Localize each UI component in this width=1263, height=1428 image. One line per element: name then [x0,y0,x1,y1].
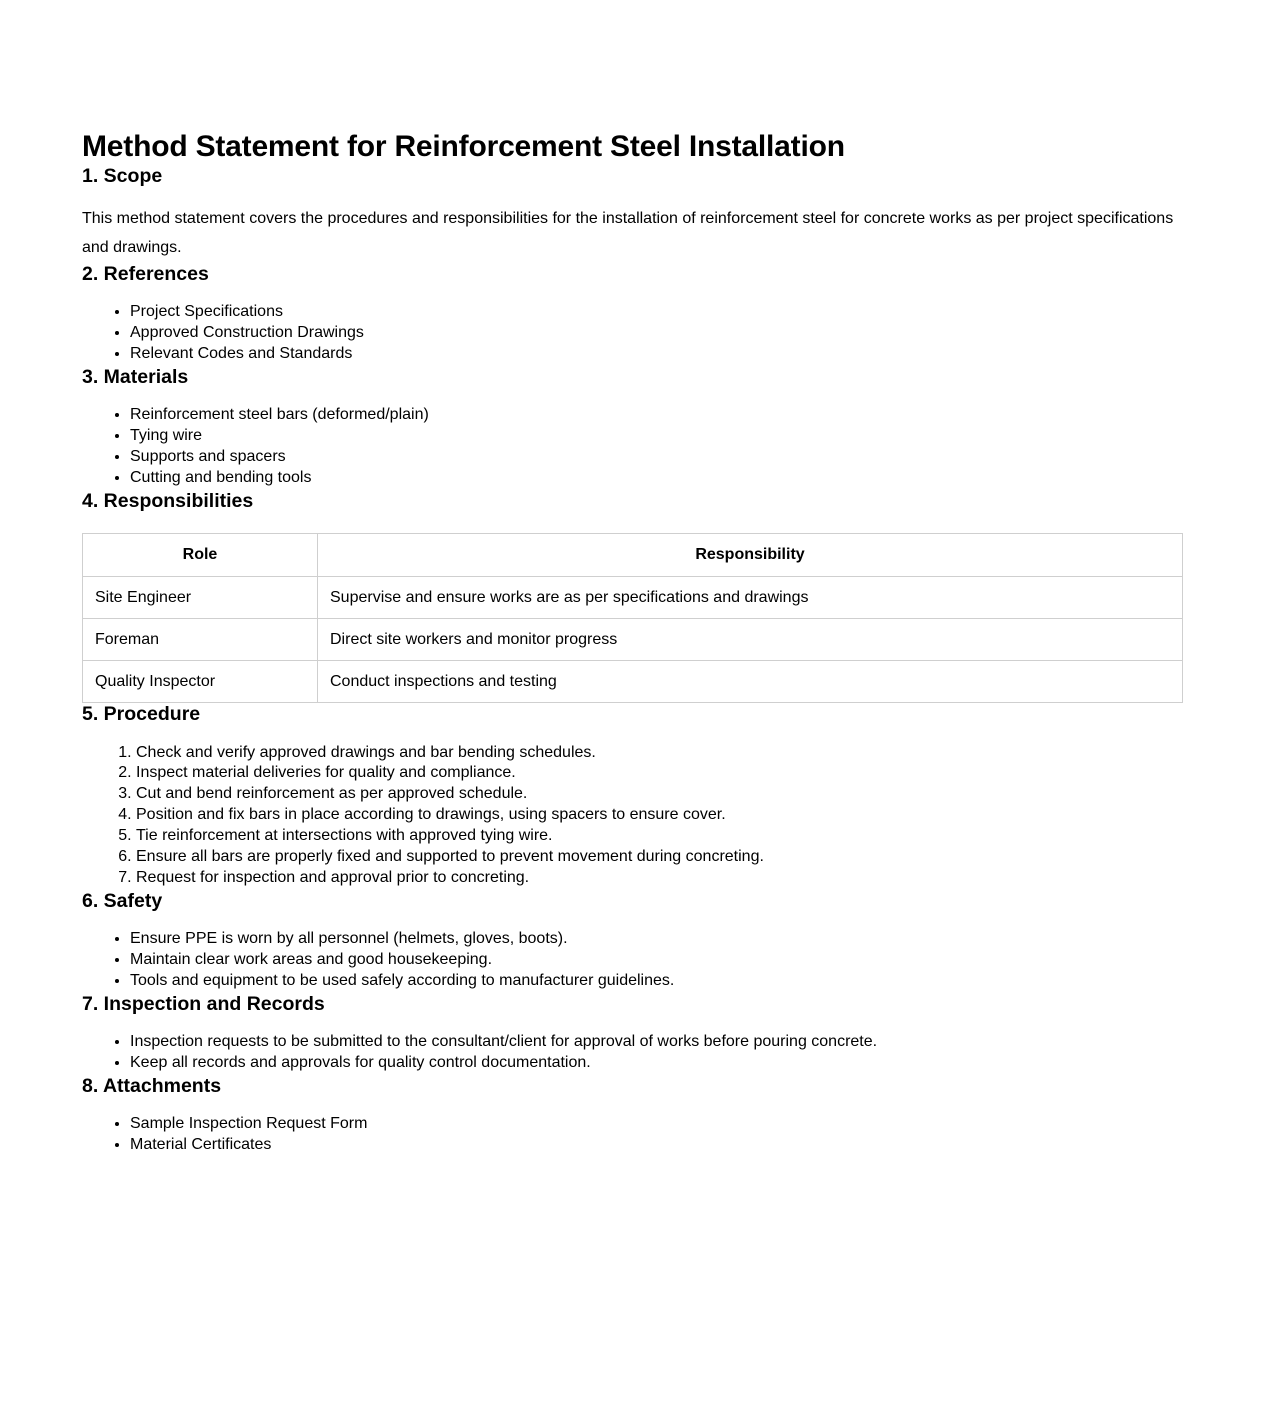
list-item: • Cutting and bending tools [130,469,1181,490]
table-row [83,618,1183,660]
column-header-role: Role [83,534,318,576]
cell-role: Site Engineer [83,576,318,618]
safety-list [82,930,1181,993]
list-item: • Tools and equipment to be used safely according to manufacturer guidelines. [130,972,1181,993]
section-heading-safety: 6. Safety [82,889,163,912]
section-heading-inspection-and-records: 7. Inspection and Records [82,992,325,1015]
responsibilities-table [82,533,1183,703]
list-item: 4. Position and fix bars in place according to drawings, using spacers to ensure cover. [136,806,1181,827]
list-item: • Project Specifications [130,303,1181,324]
cell-responsibility: Direct site workers and monitor progress [318,618,1183,660]
list-item: • Keep all records and approvals for quality control documentation. [130,1054,1181,1075]
section-heading-procedure: 5. Procedure [82,703,201,726]
section-heading-attachments: 8. Attachments [82,1074,222,1097]
list-item: 3. Cut and bend reinforcement as per approved schedule. [136,785,1181,806]
section-heading-references: 2. References [82,263,209,286]
list-item: • Supports and spacers [130,448,1181,469]
list-item: • Sample Inspection Request Form [130,1115,1181,1136]
list-item: • Tying wire [130,427,1181,448]
table-row [83,576,1183,618]
column-header-responsibility: Responsibility [318,534,1183,576]
list-item: • Maintain clear work areas and good housekeeping. [130,951,1181,972]
scope-paragraph: This method statement covers the procedures and responsibilities for the installation of reinforcement steel for concrete works as per project specifications and drawings. [82,209,1174,257]
list-item: • Approved Construction Drawings [130,324,1181,345]
procedure-list [82,744,1181,890]
references-list [82,303,1181,366]
materials-list [82,406,1181,490]
cell-role: Quality Inspector [83,660,318,702]
list-item: 6. Ensure all bars are properly fixed and supported to prevent movement during concreting. [136,848,1181,869]
section-heading-scope: 1. Scope [82,164,163,187]
cell-responsibility: Supervise and ensure works are as per specifications and drawings [318,576,1183,618]
table-row [83,660,1183,702]
list-item: 2. Inspect material deliveries for quality and compliance. [136,764,1181,785]
list-item: • Material Certificates [130,1136,1181,1157]
list-item: • Relevant Codes and Standards [130,345,1181,366]
list-item: 7. Request for inspection and approval prior to concreting. [136,869,1181,890]
list-item: 1. Check and verify approved drawings and bar bending schedules. [136,744,1181,765]
inspection-list [82,1033,1181,1075]
cell-responsibility: Conduct inspections and testing [318,660,1183,702]
list-item: 5. Tie reinforcement at intersections with approved tying wire. [136,827,1181,848]
list-item: • Ensure PPE is worn by all personnel (helmets, gloves, boots). [130,930,1181,951]
section-heading-materials: 3. Materials [82,366,189,389]
cell-role: Foreman [83,618,318,660]
list-item: • Reinforcement steel bars (deformed/plain) [130,406,1181,427]
list-item: • Inspection requests to be submitted to the consultant/client for approval of works before pouring concrete. [130,1033,1181,1054]
attachments-list [82,1115,1181,1157]
table-header-row [83,534,1183,576]
page-title: Method Statement for Reinforcement Steel Installation [82,130,845,163]
section-heading-responsibilities: 4. Responsibilities [82,489,254,512]
